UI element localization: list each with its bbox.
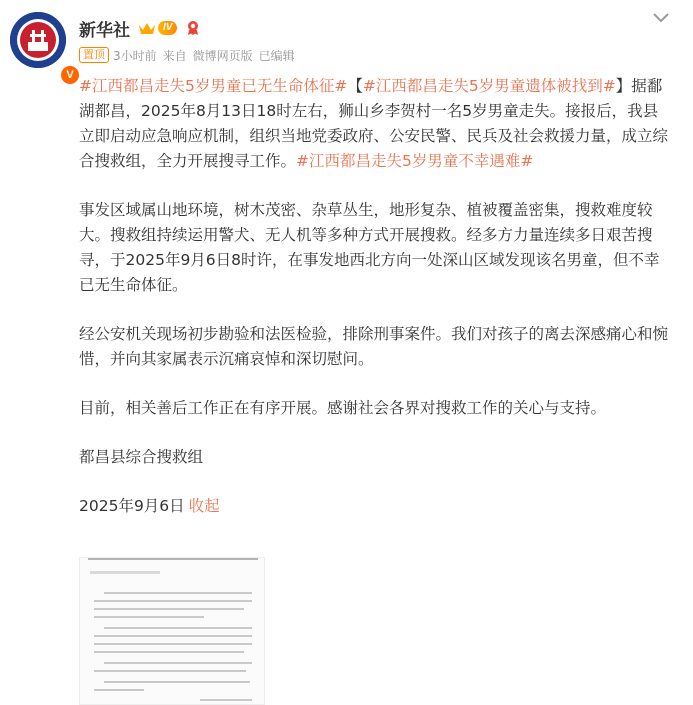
fans-medal-icon[interactable] xyxy=(185,20,201,36)
paragraph-2: 事发区域属山地环境，树木茂密、杂草丛生，地形复杂、植被覆盖密集，搜救难度较大。搜救组持续运用警犬、无人机等多种方式开展搜救。经多方力量连续多日艰苦搜寻，于2025年9月6日8时许，在事发地西北方向一处深山区域发现该名男童，但不幸已无生命体征。 xyxy=(79,201,660,294)
hashtag-link[interactable]: #江西都昌走失5岁男童遗体被找到# xyxy=(362,77,616,95)
bracket-open: 【 xyxy=(347,77,363,95)
more-options-icon[interactable] xyxy=(651,10,671,24)
thumbnail-text-line xyxy=(94,643,252,645)
thumbnail-text-line xyxy=(94,608,244,610)
collapse-button[interactable]: 收起 xyxy=(188,497,220,515)
screen-name[interactable]: 新华社 xyxy=(79,20,130,41)
thumbnail-text-line xyxy=(94,651,244,653)
thumbnail-text-line xyxy=(94,600,252,602)
verified-v-icon: V xyxy=(59,64,81,86)
author-row xyxy=(79,16,201,40)
paragraph-3: 经公安机关现场初步勘验和法医检验，排除刑事案件。我们对孩子的离去深感痛心和惋惜，并向其家属表示沉痛哀悼和深切慰问。 xyxy=(79,325,669,368)
thumbnail-text-line xyxy=(104,627,252,629)
thumbnail-text-line xyxy=(94,689,144,691)
thumbnail-text-line xyxy=(104,662,252,664)
thumbnail-title-strip xyxy=(88,557,258,563)
level-badge[interactable]: IV xyxy=(158,21,177,35)
crown-icon[interactable] xyxy=(138,21,156,35)
thumbnail-text-line xyxy=(94,616,204,618)
post-source: 微博网页版 xyxy=(192,48,253,63)
paragraph-1 xyxy=(79,74,669,174)
post-body xyxy=(79,74,669,519)
attached-image[interactable] xyxy=(79,557,265,705)
pinned-badge: 置顶 xyxy=(79,47,109,63)
date-line xyxy=(79,494,669,519)
paragraph-1-text: 据鄱湖都昌，2025年8月13日18时左右，狮山乡李贺村一名5岁男童走失。接报后，我县立即启动应急响应机制，组织当地党委政府、公安民警、民兵及社会救援力量，成立综合搜救组，全力开展搜寻工作。 xyxy=(79,77,669,170)
avatar[interactable] xyxy=(10,12,74,81)
avatar-logo-icon xyxy=(10,12,66,68)
thumbnail-text-line xyxy=(94,635,252,637)
thumbnail-text-line xyxy=(94,670,246,672)
hashtag-link[interactable]: #江西都昌走失5岁男童不幸遇难# xyxy=(296,152,534,170)
signature: 都昌县综合搜救组 xyxy=(79,448,204,466)
thumbnail-text-line xyxy=(200,699,252,701)
post-meta xyxy=(79,46,295,64)
source-prefix: 来自 xyxy=(162,48,187,63)
thumbnail-meta-line xyxy=(90,571,160,574)
post-time[interactable]: 3小时前 xyxy=(113,48,157,63)
hashtag-link[interactable]: #江西都昌走失5岁男童已无生命体征# xyxy=(79,77,348,95)
bracket-close: 】 xyxy=(615,77,632,95)
edited-label[interactable]: 已编辑 xyxy=(258,48,295,63)
thumbnail-text-line xyxy=(104,681,250,683)
paragraph-4: 目前，相关善后工作正在有序开展。感谢社会各界对搜救工作的关心与支持。 xyxy=(79,399,607,417)
thumbnail-text-line xyxy=(104,592,252,594)
post-date: 2025年9月6日 xyxy=(79,497,185,515)
